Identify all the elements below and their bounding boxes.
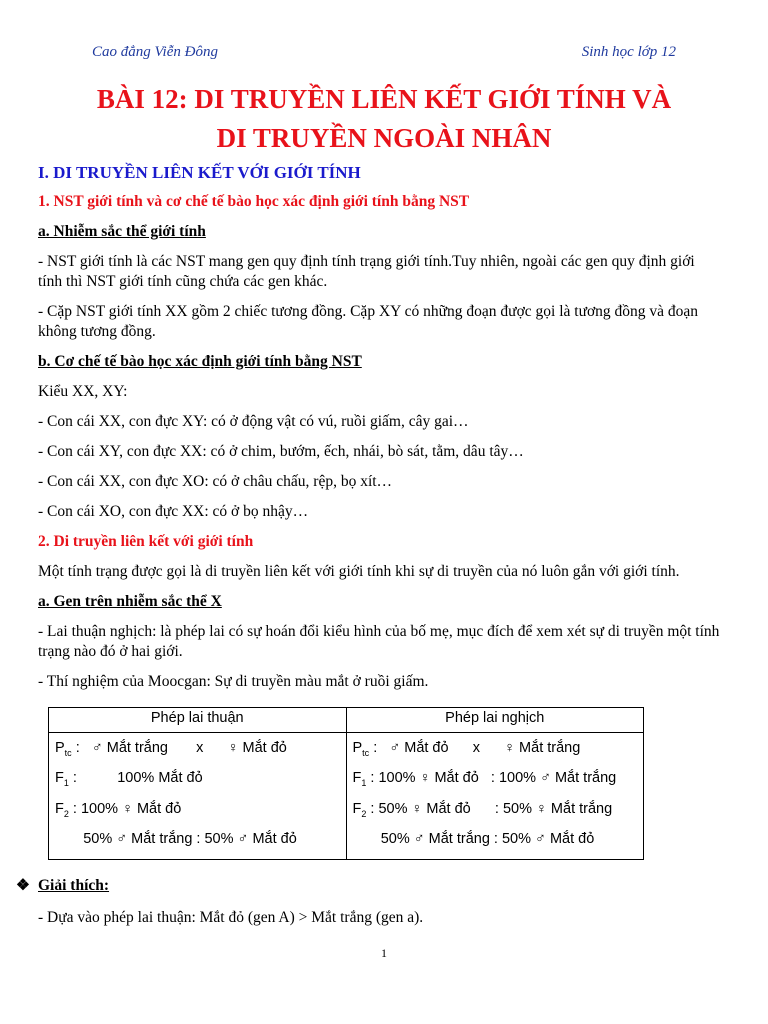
table-row: 50% ♂ Mắt trắng : 50% ♂ Mắt đỏ <box>55 831 297 848</box>
diamond-bullet-icon: ❖ <box>16 876 30 894</box>
gen-subscript: tc <box>362 747 370 758</box>
gen-subscript: 1 <box>361 778 367 789</box>
cross-text: : 50% ♀ Mắt đỏ : 50% ♀ Mắt trắng <box>366 800 613 817</box>
forward-cross-cell <box>49 733 347 860</box>
gen-subscript: 1 <box>63 778 69 789</box>
page-header <box>92 44 676 64</box>
part-heading: b. Cơ chế tế bào học xác định giới tính bằng NST <box>38 353 362 370</box>
table-header-reverse-cross: Phép lai nghịch <box>346 708 644 733</box>
table-row <box>353 736 638 766</box>
part-heading: a. Nhiễm sắc thể giới tính <box>38 223 206 240</box>
document-body <box>16 163 722 938</box>
table-row <box>55 766 340 796</box>
cross-text: : ♂ Mắt đỏ x ♀ Mắt trắng <box>369 740 581 756</box>
paragraph: Kiểu XX, XY: <box>38 383 128 400</box>
paragraph: - Cặp NST giới tính XX gồm 2 chiếc tương đồng. Cặp XY có những đoạn được gọi là tương đồng và đoạn không tương đồng. <box>38 303 699 340</box>
gen-label: F <box>352 770 362 787</box>
explanation-heading <box>16 876 722 896</box>
page-number: 1 <box>381 946 387 960</box>
table-row <box>55 797 340 827</box>
gen-label: P <box>352 740 363 756</box>
gen-subscript: tc <box>64 747 72 758</box>
header-subject: Sinh học lớp 12 <box>581 44 676 60</box>
gen-subscript: 2 <box>63 808 69 819</box>
paragraph: Một tính trạng được gọi là di truyền liên kết với giới tính khi sự di truyền của nó luôn gắn với giới tính. <box>38 563 680 580</box>
cross-text: : 100% ♀ Mắt đỏ <box>68 800 182 817</box>
gen-subscript: 2 <box>361 808 367 819</box>
table-header-forward-cross: Phép lai thuận <box>49 708 347 733</box>
gen-label: P <box>55 740 65 756</box>
paragraph: - Thí nghiệm của Moocgan: Sự di truyền màu mắt ở ruồi giấm. <box>38 673 429 690</box>
table-row <box>353 766 638 796</box>
cross-text: : 100% ♀ Mắt đỏ : 100% ♂ Mắt trắng <box>366 770 617 787</box>
paragraph: - Dựa vào phép lai thuận: Mắt đỏ (gen A) > Mắt trắng (gen a). <box>38 908 424 926</box>
part-heading: a. Gen trên nhiễm sắc thể X <box>38 593 222 610</box>
cross-table <box>48 707 644 860</box>
paragraph: - Lai thuận nghịch: là phép lai có sự hoán đổi kiểu hình của bố mẹ, mục đích để xem xét sự di truyền một tính trạng nào đó ở hai giới. <box>38 623 720 660</box>
subsection-heading: 2. Di truyền liên kết với giới tính <box>38 533 254 550</box>
cross-text: : 100% Mắt đỏ <box>68 770 203 787</box>
reverse-cross-cell <box>346 733 644 860</box>
explanation-label: Giải thích: <box>38 876 110 894</box>
cross-text: : ♂ Mắt trắng x ♀ Mắt đỏ <box>71 740 287 756</box>
page-title-line1: BÀI 12: DI TRUYỀN LIÊN KẾT GIỚI TÍNH VÀ <box>96 84 672 114</box>
gen-label: F <box>55 800 64 817</box>
table-row <box>353 797 638 827</box>
gen-label: F <box>352 800 362 817</box>
header-school: Cao đẳng Viễn Đông <box>92 44 218 60</box>
paragraph: - NST giới tính là các NST mang gen quy định tính trạng giới tính.Tuy nhiên, ngoài các gen quy định giới tính thì NST giới tính cũng chứa các gen khác. <box>38 253 695 290</box>
list-item: - Con cái XX, con đực XY: có ở động vật có vú, ruồi giấm, cây gai… <box>38 413 469 430</box>
gen-label: F <box>55 770 64 787</box>
table-row <box>55 736 340 766</box>
section-heading: I. DI TRUYỀN LIÊN KẾT VỚI GIỚI TÍNH <box>38 163 361 182</box>
table-row: 50% ♂ Mắt trắng : 50% ♂ Mắt đỏ <box>352 831 595 848</box>
page-title-line2: DI TRUYỀN NGOÀI NHÂN <box>216 123 552 153</box>
list-item: - Con cái XY, con đực XX: có ở chim, bướm, ếch, nhái, bò sát, tằm, dâu tây… <box>38 443 524 460</box>
list-item: - Con cái XO, con đực XX: có ở bọ nhậy… <box>38 503 309 520</box>
subsection-heading: 1. NST giới tính và cơ chế tế bào học xác định giới tính bằng NST <box>38 193 470 210</box>
list-item: - Con cái XX, con đực XO: có ở châu chấu, rệp, bọ xít… <box>38 473 393 490</box>
